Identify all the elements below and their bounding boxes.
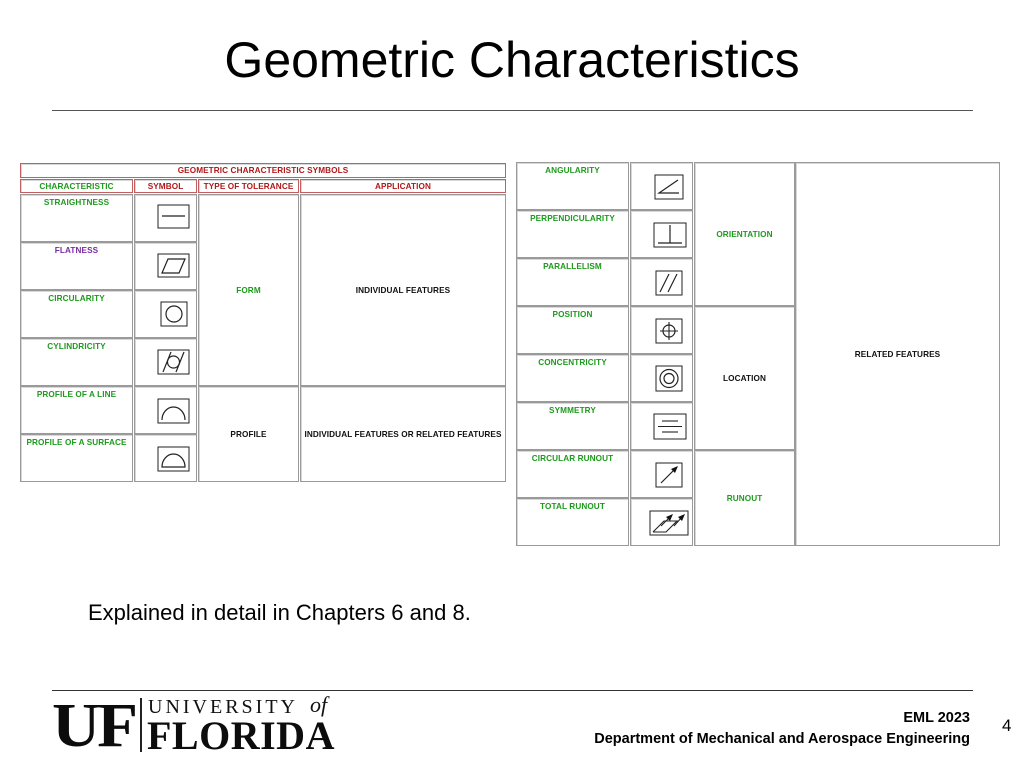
tolerance-profile: PROFILE (198, 386, 299, 482)
row-straightness: STRAIGHTNESS (20, 194, 133, 242)
row-profile-of-a-surface: PROFILE OF A SURFACE (20, 434, 133, 482)
symbols-table-right (515, 160, 1001, 550)
row-angularity: ANGULARITY (516, 162, 629, 210)
row-profile-of-a-line: PROFILE OF A LINE (20, 386, 133, 434)
symbol-cell-profile-surface (134, 434, 197, 482)
footer-course: EML 2023 (903, 710, 970, 726)
footer-divider (52, 690, 973, 691)
application-individual-or-related: INDIVIDUAL FEATURES OR RELATED FEATURES (300, 386, 506, 482)
row-flatness: FLATNESS (20, 242, 133, 290)
application-individual-features: INDIVIDUAL FEATURES (300, 194, 506, 386)
symbol-cell-concentricity (630, 354, 693, 402)
symbol-cell-straightness (134, 194, 197, 242)
symbol-cell-symmetry (630, 402, 693, 450)
page-number: 4 (1002, 716, 1012, 735)
circularity-symbol (135, 291, 198, 339)
symbol-cell-profile-line (134, 386, 197, 434)
straightness-symbol (135, 195, 198, 243)
header-application: APPLICATION (300, 179, 506, 193)
uf-logo (52, 692, 352, 760)
position-symbol (631, 307, 694, 355)
uf-logo-of: of (310, 692, 328, 717)
uf-logo-university: UNIVERSITY (148, 696, 298, 718)
symbol-cell-position (630, 306, 693, 354)
title-divider (52, 110, 973, 111)
row-cylindricity: CYLINDRICITY (20, 338, 133, 386)
row-circular-runout: CIRCULAR RUNOUT (516, 450, 629, 498)
row-position: POSITION (516, 306, 629, 354)
concentricity-symbol (631, 355, 694, 403)
application-related-features: RELATED FEATURES (795, 162, 1000, 546)
row-total-runout: TOTAL RUNOUT (516, 498, 629, 546)
caption-text: Explained in detail in Chapters 6 and 8. (88, 600, 471, 625)
header-characteristic: CHARACTERISTIC (20, 179, 133, 193)
uf-logo-mark: UF (52, 692, 135, 760)
header-type-of-tolerance: TYPE OF TOLERANCE (198, 179, 299, 193)
row-perpendicularity: PERPENDICULARITY (516, 210, 629, 258)
tolerance-location: LOCATION (694, 306, 795, 450)
angularity-symbol (631, 163, 694, 211)
circular-runout-symbol (631, 451, 694, 499)
uf-logo-divider (140, 698, 142, 752)
uf-logo-florida: FLORIDA (147, 713, 335, 758)
symmetry-symbol (631, 403, 694, 451)
symbol-cell-parallelism (630, 258, 693, 306)
header-symbol: SYMBOL (134, 179, 197, 193)
total-runout-symbol (631, 499, 694, 547)
tolerance-orientation: ORIENTATION (694, 162, 795, 306)
profile-line-symbol (135, 387, 198, 435)
symbol-cell-flatness (134, 242, 197, 290)
slide-title: Geometric Characteristics (224, 32, 800, 88)
cylindricity-symbol (135, 339, 198, 387)
perpendicularity-symbol (631, 211, 694, 259)
row-concentricity: CONCENTRICITY (516, 354, 629, 402)
symbol-cell-circularity (134, 290, 197, 338)
flatness-symbol (135, 243, 198, 291)
symbol-cell-angularity (630, 162, 693, 210)
symbol-cell-cylindricity (134, 338, 197, 386)
symbol-cell-perpendicularity (630, 210, 693, 258)
row-symmetry: SYMMETRY (516, 402, 629, 450)
footer-department: Department of Mechanical and Aerospace Engineering (594, 731, 970, 747)
row-parallelism: PARALLELISM (516, 258, 629, 306)
profile-surface-symbol (135, 435, 198, 483)
footer-text (594, 708, 970, 750)
row-circularity: CIRCULARITY (20, 290, 133, 338)
symbol-cell-circular-runout (630, 450, 693, 498)
table-title: GEOMETRIC CHARACTERISTIC SYMBOLS (20, 163, 506, 178)
symbols-table-left (19, 160, 507, 484)
symbol-cell-total-runout (630, 498, 693, 546)
tolerance-runout: RUNOUT (694, 450, 795, 546)
parallelism-symbol (631, 259, 694, 307)
tolerance-form: FORM (198, 194, 299, 386)
